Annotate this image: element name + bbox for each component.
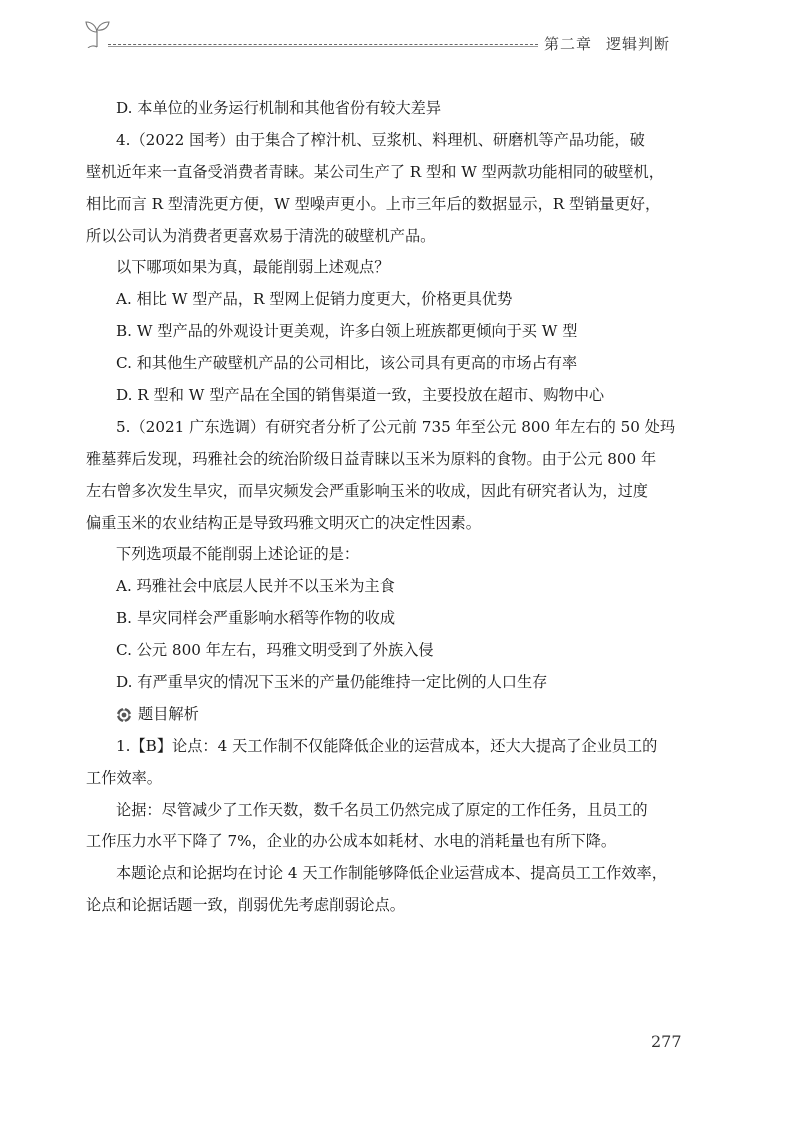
question-line: 所以公司认为消费者更喜欢易于清洗的破壁机产品。 xyxy=(86,226,436,245)
question-line: 偏重玉米的农业结构正是导致玛雅文明灭亡的决定性因素。 xyxy=(86,513,481,532)
analysis-line: 工作压力水平下降了 7%，企业的办公成本如耗材、水电的消耗量也有所下降。 xyxy=(86,832,617,851)
option-line: C. 和其他生产破壁机产品的公司相比，该公司具有更高的市场占有率 xyxy=(116,354,578,373)
question-prompt: 下列选项最不能削弱上述论证的是： xyxy=(116,545,359,564)
sprout-icon xyxy=(84,18,110,48)
header-rule xyxy=(108,44,538,45)
option-line: A. 玛雅社会中底层人民并不以玉米为主食 xyxy=(116,577,395,596)
page-body xyxy=(86,93,690,922)
page-number: 277 xyxy=(651,1032,682,1051)
question-prompt: 以下哪项如果为真，最能削弱上述观点？ xyxy=(116,258,390,277)
option-line: B. 旱灾同样会严重影响水稻等作物的收成 xyxy=(116,609,396,628)
question-line: 左右曾多次发生旱灾，而旱灾频发会严重影响玉米的收成，因此有研究者认为，过度 xyxy=(86,481,648,500)
option-line: B. W 型产品的外观设计更美观，许多白领上班族都更倾向于买 W 型 xyxy=(116,322,578,341)
chapter-heading xyxy=(544,33,670,54)
question-line: 雅墓葬后发现，玛雅社会的统治阶级日益青睐以玉米为原料的食物。由于公元 800 年 xyxy=(86,449,657,468)
section-heading xyxy=(86,699,690,731)
question-line: 4.（2022 国考）由于集合了榨汁机、豆浆机、料理机、研磨机等产品功能，破 xyxy=(116,130,645,149)
analysis-line: 论点和论据话题一致，削弱优先考虑削弱论点。 xyxy=(86,896,405,915)
question-line: 相比而言 R 型清洗更方便，W 型噪声更小。上市三年后的数据显示，R 型销量更好， xyxy=(86,194,661,213)
option-line: D. 本单位的业务运行机制和其他省份有较大差异 xyxy=(116,99,442,117)
option-line: D. 有严重旱灾的情况下玉米的产量仍能维持一定比例的人口生存 xyxy=(116,673,548,692)
chapter-title: 逻辑判断 xyxy=(606,35,671,53)
question-line: 5.（2021 广东选调）有研究者分析了公元前 735 年至公元 800 年左右的 50 处玛 xyxy=(116,417,676,436)
page-header xyxy=(0,0,800,70)
chapter-number: 第二章 xyxy=(544,35,593,53)
header-rule-secondary xyxy=(108,46,538,47)
section-title: 题目解析 xyxy=(138,704,199,723)
question-line: 壁机近年来一直备受消费者青睐。某公司生产了 R 型和 W 型两款功能相同的破壁机， xyxy=(86,162,664,181)
option-line: D. R 型和 W 型产品在全国的销售渠道一致，主要投放在超市、购物中心 xyxy=(116,386,605,405)
analysis-line: 论据：尽管减少了工作天数，数千名员工仍然完成了原定的工作任务，且员工的 xyxy=(116,800,648,819)
analysis-line: 本题论点和论据均在讨论 4 天工作制能够降低企业运营成本、提高员工工作效率， xyxy=(116,864,667,883)
flower-badge-icon xyxy=(116,707,132,723)
option-line: A. 相比 W 型产品，R 型网上促销力度更大，价格更具优势 xyxy=(116,290,513,309)
analysis-line: 工作效率。 xyxy=(86,768,162,787)
analysis-line: 1.【B】论点：4 天工作制不仅能降低企业的运营成本，还大大提高了企业员工的 xyxy=(116,736,658,755)
option-line: C. 公元 800 年左右，玛雅文明受到了外族入侵 xyxy=(116,641,434,660)
